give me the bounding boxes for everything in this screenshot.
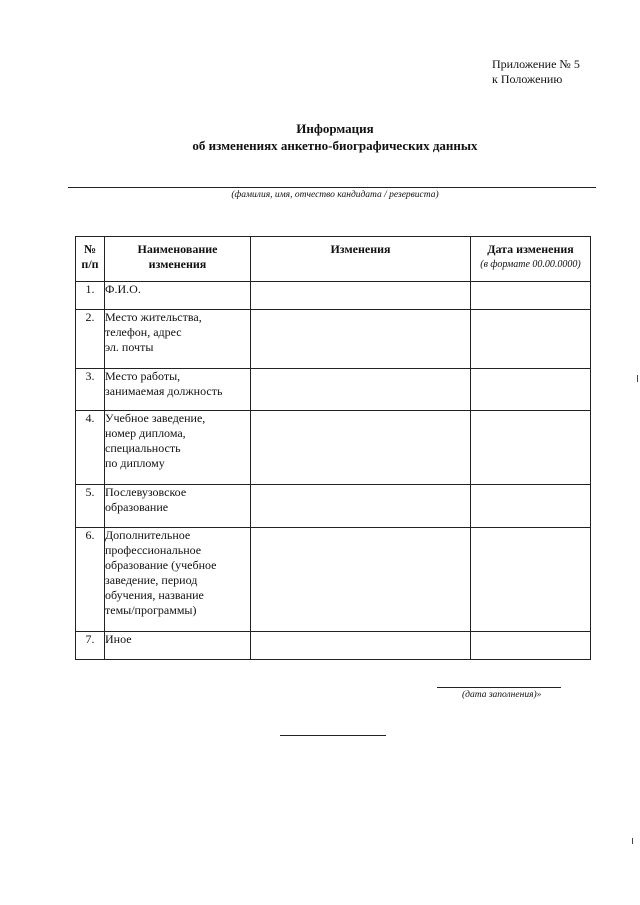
row-label-line: профессиональное (105, 543, 202, 557)
appendix-reference: к Положению (492, 72, 563, 86)
changes-cell[interactable] (251, 632, 471, 660)
row-label (105, 310, 251, 369)
row-label-line: занимаемая должность (105, 384, 223, 398)
changes-table (75, 236, 591, 660)
row-label-line: Место работы, (105, 369, 181, 383)
changes-cell[interactable] (251, 369, 471, 411)
row-label-line: эл. почты (105, 340, 154, 354)
row-label-line: темы/программы) (105, 603, 197, 617)
header-date-label: Дата изменения (487, 242, 574, 256)
row-label-line: Ф.И.О. (105, 282, 141, 296)
row-number: 2. (76, 310, 105, 369)
table-row (76, 310, 591, 369)
row-number: 1. (76, 282, 105, 310)
table-row (76, 282, 591, 310)
row-label-line: Послевузовское (105, 485, 187, 499)
row-label-line: заведение, период (105, 573, 198, 587)
header-changes (251, 237, 471, 282)
row-label-line: Место жительства, (105, 310, 202, 324)
date-cell[interactable] (471, 369, 591, 411)
header-name-line1: Наименование (137, 242, 218, 256)
header-number-line1: № (83, 242, 97, 256)
changes-cell[interactable] (251, 528, 471, 632)
date-cell[interactable] (471, 411, 591, 485)
end-separator-line (280, 735, 386, 736)
row-label-line: по диплому (105, 456, 165, 470)
table-row (76, 528, 591, 632)
row-number: 4. (76, 411, 105, 485)
name-caption: (фамилия, имя, отчество кандидата / резервиста) (231, 190, 439, 200)
row-number: 5. (76, 485, 105, 528)
row-label (105, 411, 251, 485)
row-label (105, 632, 251, 660)
document-title: Информация (296, 121, 374, 136)
table-row (76, 632, 591, 660)
scan-mark (632, 838, 633, 844)
header-name-line2: изменения (148, 257, 207, 271)
row-label (105, 485, 251, 528)
date-cell[interactable] (471, 528, 591, 632)
row-label (105, 369, 251, 411)
row-label-line: Учебное заведение, (105, 411, 206, 425)
appendix-number: Приложение № 5 (492, 57, 580, 71)
row-label (105, 528, 251, 632)
row-label-line: номер диплома, (105, 426, 186, 440)
date-cell[interactable] (471, 310, 591, 369)
table-header-row (76, 237, 591, 282)
header-changes-label: Изменения (330, 242, 391, 256)
date-cell[interactable] (471, 485, 591, 528)
row-label-line: образование (учебное (105, 558, 217, 572)
row-label-line: специальность (105, 441, 181, 455)
header-date-format: (в формате 00.00.0000) (480, 259, 581, 270)
table-row (76, 411, 591, 485)
changes-cell[interactable] (251, 485, 471, 528)
row-label-line: Дополнительное (105, 528, 191, 542)
scan-mark (637, 375, 638, 382)
header-number (76, 237, 105, 282)
row-label-line: телефон, адрес (105, 325, 182, 339)
appendix-note (492, 57, 580, 87)
header-number-line2: п/п (81, 257, 99, 271)
row-label (105, 282, 251, 310)
date-cell[interactable] (471, 632, 591, 660)
changes-cell[interactable] (251, 282, 471, 310)
fill-date-line[interactable] (437, 687, 561, 688)
date-cell[interactable] (471, 282, 591, 310)
row-number: 3. (76, 369, 105, 411)
header-name (105, 237, 251, 282)
table-row (76, 485, 591, 528)
changes-cell[interactable] (251, 411, 471, 485)
row-number: 6. (76, 528, 105, 632)
header-date (471, 237, 591, 282)
row-label-line: образование (105, 500, 169, 514)
fill-date-caption: (дата заполнения)» (462, 690, 542, 700)
name-fill-line[interactable] (68, 187, 596, 188)
table-row (76, 369, 591, 411)
row-label-line: обучения, название (105, 588, 204, 602)
changes-cell[interactable] (251, 310, 471, 369)
row-number: 7. (76, 632, 105, 660)
document-subtitle: об изменениях анкетно-биографических данных (192, 138, 478, 153)
row-label-line: Иное (105, 632, 132, 646)
